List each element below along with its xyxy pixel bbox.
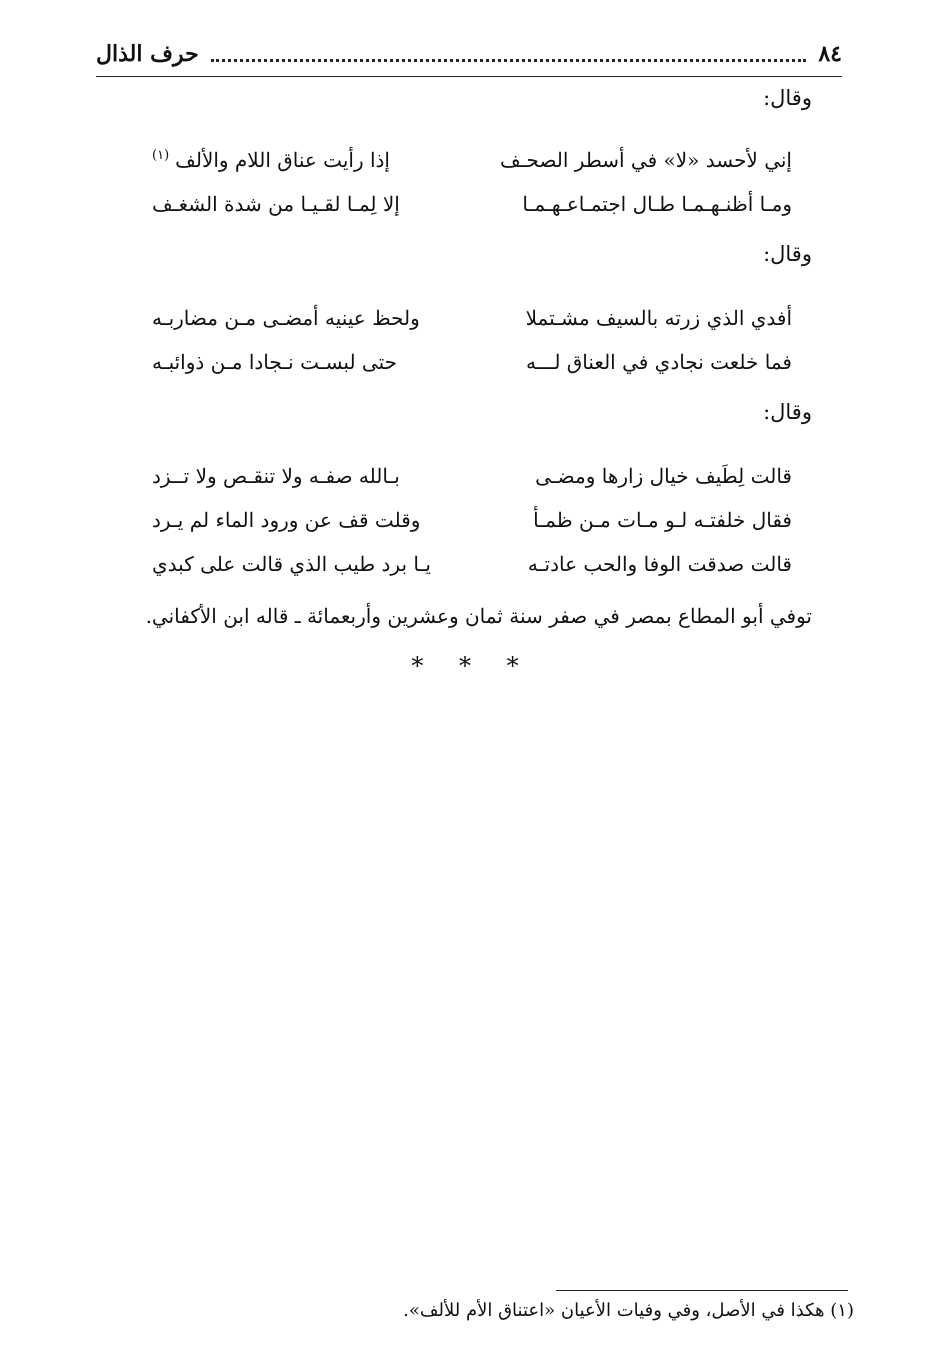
hemistich-first: أفدي الذي زرته بالسيف مشـتملا bbox=[525, 306, 792, 330]
hemistich-second-text: إذا رأيت عناق اللام والألف bbox=[175, 148, 390, 172]
header-rule bbox=[96, 76, 842, 77]
verse-3-2 bbox=[152, 498, 792, 542]
page-number: ٨٤ bbox=[818, 41, 842, 67]
poem-intro-2: وقال: bbox=[763, 242, 812, 266]
page-header bbox=[96, 34, 842, 74]
footnote-rule bbox=[556, 1290, 848, 1291]
hemistich-first: ومـا أظنـهـمـا طـال اجتمـاعـهـمـا bbox=[522, 192, 792, 216]
hemistich-second bbox=[152, 148, 452, 172]
hemistich-first: قالت لِطَيف خيال زارها ومضـى bbox=[535, 464, 792, 488]
hemistich-second: ولحظ عينيه أمضـى مـن مضاربـه bbox=[152, 306, 420, 330]
hemistich-second: يـا برد طيب الذي قالت على كبدي bbox=[152, 552, 431, 576]
verse-2-2 bbox=[152, 340, 792, 384]
closing-note: توفي أبو المطاع بمصر في صفر سنة ثمان وعشرين وأربعمائة ـ قاله ابن الأكفاني. bbox=[145, 604, 812, 628]
poem-intro-3: وقال: bbox=[763, 400, 812, 424]
verse-1-2 bbox=[152, 182, 792, 226]
verse-2-1 bbox=[152, 296, 792, 340]
running-title: حرف الذال bbox=[96, 41, 199, 67]
hemistich-first: إني لأحسد «لا» في أسطر الصحـف bbox=[499, 148, 792, 172]
hemistich-first: قالت صدقت الوفا والحب عادتـه bbox=[527, 552, 792, 576]
poem-intro-1: وقال: bbox=[763, 86, 812, 110]
verse-3-1 bbox=[152, 454, 792, 498]
hemistich-second: بـالله صفـه ولا تنقـص ولا تــزد bbox=[152, 464, 400, 488]
verse-3-3 bbox=[152, 542, 792, 586]
section-separator: * * * bbox=[411, 652, 533, 680]
hemistich-second: حتى لبسـت نـجادا مـن ذوائبـه bbox=[152, 350, 397, 374]
verse-1-1 bbox=[152, 138, 792, 182]
hemistich-second: إلا لِمـا لقـيـا من شدة الشغـف bbox=[152, 192, 400, 216]
hemistich-second: وقلت قف عن ورود الماء لم يـرد bbox=[152, 508, 421, 532]
leader-dots bbox=[211, 59, 807, 62]
hemistich-first: فقال خلفتـه لـو مـات مـن ظمـأ bbox=[533, 508, 792, 532]
footnote: (١) هكذا في الأصل، وفي وفيات الأعيان «اعتناق الأم للألف». bbox=[403, 1300, 854, 1321]
footnote-marker: (١) bbox=[152, 148, 170, 164]
hemistich-first: فما خلعت نجادي في العناق لـــه bbox=[526, 350, 792, 374]
